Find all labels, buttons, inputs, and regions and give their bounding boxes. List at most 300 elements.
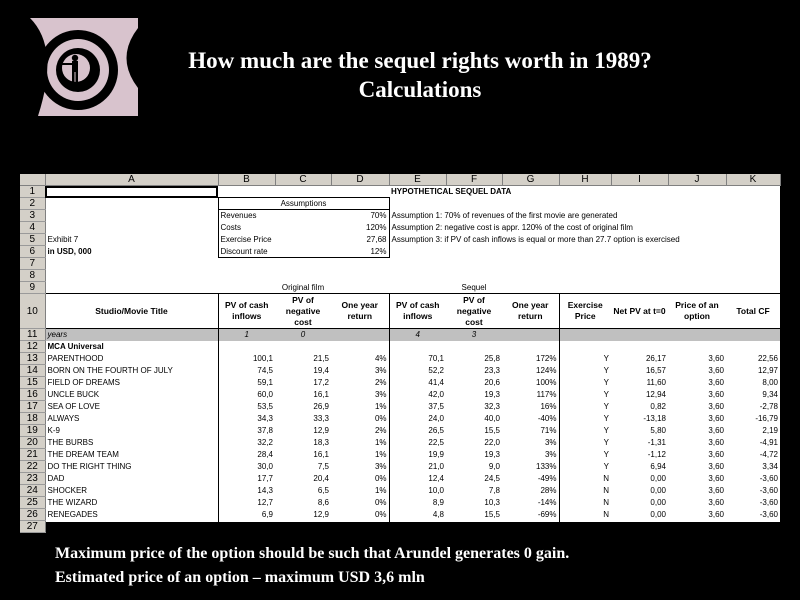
sequel-pv-negative-cost[interactable]: 20,6	[484, 378, 500, 387]
movie-title[interactable]: RENEGADES	[47, 510, 98, 519]
pv-cash-inflows[interactable]: 60,0	[218, 389, 275, 401]
sequel-one-year-return[interactable]: -49%	[537, 474, 557, 483]
price-of-option[interactable]: 3,60	[708, 486, 724, 495]
row-number[interactable]: 9	[20, 282, 45, 294]
sequel-pv-negative-cost[interactable]: 9,0	[488, 462, 500, 471]
pv-negative-cost[interactable]: 16,1	[313, 390, 329, 399]
empty-cell[interactable]	[275, 186, 331, 198]
empty-cell[interactable]	[275, 270, 331, 282]
sequel-pv-cash-inflows[interactable]: 70,1	[389, 353, 446, 365]
exercise-price-value[interactable]: 27,68	[331, 234, 389, 246]
total-cf[interactable]: -4,72	[759, 450, 778, 459]
sequel-one-year-return[interactable]: 28%	[540, 486, 557, 495]
empty-cell[interactable]	[726, 246, 780, 258]
empty-cell[interactable]	[726, 282, 780, 294]
pv-cash-inflows[interactable]: 32,2	[218, 437, 275, 449]
header-studio-title[interactable]: Studio/Movie Title	[45, 294, 218, 329]
one-year-return[interactable]: 3%	[374, 462, 387, 471]
empty-cell[interactable]	[502, 198, 559, 210]
one-year-return[interactable]: 4%	[374, 354, 387, 363]
empty-cell[interactable]	[559, 258, 611, 270]
price-of-option[interactable]: 3,60	[708, 498, 724, 507]
sequel-pv-negative-cost[interactable]: 10,3	[484, 498, 500, 507]
exercise-flag[interactable]: Y	[559, 365, 611, 377]
total-cf[interactable]: -2,78	[759, 402, 778, 411]
year-i[interactable]	[611, 329, 668, 341]
empty-cell[interactable]	[275, 341, 331, 353]
empty-cell[interactable]	[45, 521, 218, 533]
row-number[interactable]: 27	[20, 521, 45, 533]
one-year-return[interactable]: 0%	[374, 474, 387, 483]
net-pv[interactable]: 16,57	[645, 366, 666, 375]
empty-cell[interactable]	[446, 246, 502, 258]
price-of-option[interactable]: 3,60	[708, 378, 724, 387]
empty-cell[interactable]	[668, 198, 726, 210]
year-k[interactable]	[726, 329, 780, 341]
row-number[interactable]: 26	[20, 509, 45, 521]
pv-negative-cost[interactable]: 20,4	[313, 474, 329, 483]
movie-title[interactable]: ALWAYS	[47, 414, 80, 423]
price-of-option[interactable]: 3,60	[708, 390, 724, 399]
empty-cell[interactable]	[446, 341, 502, 353]
year-c[interactable]: 0	[275, 329, 331, 341]
exercise-flag[interactable]: Y	[559, 449, 611, 461]
one-year-return[interactable]: 0%	[374, 498, 387, 507]
empty-cell[interactable]	[45, 222, 218, 234]
net-pv[interactable]: -13,18	[643, 414, 666, 423]
row-number[interactable]: 16	[20, 389, 45, 401]
assumption-note-3[interactable]: Assumption 3: if PV of cash inflows is equal or more than 27.7 option is exercised	[391, 235, 680, 244]
sequel-one-year-return[interactable]: 16%	[540, 402, 557, 411]
empty-cell[interactable]	[502, 341, 559, 353]
one-year-return[interactable]: 2%	[374, 378, 387, 387]
pv-negative-cost[interactable]: 17,2	[313, 378, 329, 387]
row-number[interactable]: 20	[20, 437, 45, 449]
exercise-flag[interactable]: Y	[559, 401, 611, 413]
empty-cell[interactable]	[45, 198, 218, 210]
price-of-option[interactable]: 3,60	[708, 402, 724, 411]
exercise-flag[interactable]: N	[559, 509, 611, 521]
exercise-flag[interactable]: Y	[559, 353, 611, 365]
pv-cash-inflows[interactable]: 14,3	[218, 485, 275, 497]
net-pv[interactable]: 5,80	[650, 426, 666, 435]
exercise-flag[interactable]: N	[559, 497, 611, 509]
sequel-pv-cash-inflows[interactable]: 26,5	[389, 425, 446, 437]
empty-cell[interactable]	[611, 521, 668, 533]
row-number[interactable]: 19	[20, 425, 45, 437]
sequel-pv-cash-inflows[interactable]: 12,4	[389, 473, 446, 485]
total-cf[interactable]: -3,60	[759, 486, 778, 495]
empty-cell[interactable]	[331, 270, 389, 282]
empty-cell[interactable]	[45, 258, 218, 270]
empty-cell[interactable]	[611, 341, 668, 353]
header-sequel-pv-cash-inflows[interactable]: PV of cash inflows	[389, 294, 446, 329]
empty-cell[interactable]	[668, 282, 726, 294]
year-j[interactable]	[668, 329, 726, 341]
empty-cell[interactable]	[502, 258, 559, 270]
pv-cash-inflows[interactable]: 53,5	[218, 401, 275, 413]
empty-cell[interactable]	[446, 270, 502, 282]
pv-negative-cost[interactable]: 18,3	[313, 438, 329, 447]
assumptions-header[interactable]: Assumptions	[218, 198, 389, 210]
price-of-option[interactable]: 3,60	[708, 474, 724, 483]
sequel-pv-cash-inflows[interactable]: 42,0	[389, 389, 446, 401]
empty-cell[interactable]	[502, 521, 559, 533]
row-number[interactable]: 23	[20, 473, 45, 485]
sequel-pv-cash-inflows[interactable]: 19,9	[389, 449, 446, 461]
header-total-cf[interactable]: Total CF	[726, 294, 780, 329]
header-sequel-pv-negative-cost[interactable]: PV of negative cost	[446, 294, 502, 329]
sequel-one-year-return[interactable]: 3%	[544, 438, 557, 447]
sequel-one-year-return[interactable]: -40%	[537, 414, 557, 423]
row-number[interactable]: 11	[20, 329, 45, 341]
empty-cell[interactable]	[331, 521, 389, 533]
movie-title[interactable]: THE WIZARD	[47, 498, 98, 507]
sequel-pv-cash-inflows[interactable]: 37,5	[389, 401, 446, 413]
empty-cell[interactable]	[559, 521, 611, 533]
sequel-one-year-return[interactable]: 100%	[536, 378, 557, 387]
row-number[interactable]: 24	[20, 485, 45, 497]
pv-negative-cost[interactable]: 12,9	[313, 426, 329, 435]
year-e[interactable]: 4	[389, 329, 446, 341]
price-of-option[interactable]: 3,60	[708, 462, 724, 471]
net-pv[interactable]: -1,12	[647, 450, 666, 459]
pv-negative-cost[interactable]: 33,3	[313, 414, 329, 423]
net-pv[interactable]: 11,60	[646, 378, 666, 387]
empty-cell[interactable]	[389, 341, 446, 353]
exercise-flag[interactable]: Y	[559, 413, 611, 425]
sequel-pv-cash-inflows[interactable]: 22,5	[389, 437, 446, 449]
empty-cell[interactable]	[218, 521, 275, 533]
row-number[interactable]: 5	[20, 234, 45, 246]
empty-cell[interactable]	[611, 258, 668, 270]
pv-negative-cost[interactable]: 16,1	[313, 450, 329, 459]
empty-cell[interactable]	[611, 282, 668, 294]
year-h[interactable]	[559, 329, 611, 341]
pv-negative-cost[interactable]: 6,5	[317, 486, 329, 495]
empty-cell[interactable]	[726, 258, 780, 270]
movie-title[interactable]: K-9	[47, 426, 60, 435]
sequel-pv-cash-inflows[interactable]: 24,0	[389, 413, 446, 425]
total-cf[interactable]: -4,91	[759, 438, 778, 447]
pv-negative-cost[interactable]: 21,5	[313, 354, 329, 363]
price-of-option[interactable]: 3,60	[708, 354, 724, 363]
empty-cell[interactable]	[559, 198, 611, 210]
column-header-j[interactable]: J	[668, 174, 726, 186]
total-cf[interactable]: 12,97	[757, 366, 778, 375]
group-sequel[interactable]: Sequel	[461, 282, 487, 292]
one-year-return[interactable]: 1%	[374, 486, 387, 495]
one-year-return[interactable]: 3%	[374, 390, 387, 399]
total-cf[interactable]: -16,79	[755, 414, 778, 423]
empty-cell[interactable]	[389, 258, 446, 270]
row-number[interactable]: 25	[20, 497, 45, 509]
exercise-flag[interactable]: N	[559, 473, 611, 485]
empty-cell[interactable]	[389, 282, 446, 294]
movie-title[interactable]: DAD	[47, 474, 65, 483]
price-of-option[interactable]: 3,60	[708, 510, 724, 519]
sequel-pv-negative-cost[interactable]: 22,0	[484, 438, 500, 447]
pv-negative-cost[interactable]: 7,5	[317, 462, 329, 471]
sequel-pv-cash-inflows[interactable]: 41,4	[389, 377, 446, 389]
empty-cell[interactable]	[502, 246, 559, 258]
column-header-i[interactable]: I	[611, 174, 668, 186]
one-year-return[interactable]: 1%	[374, 450, 387, 459]
price-of-option[interactable]: 3,60	[708, 414, 724, 423]
empty-cell[interactable]	[559, 246, 611, 258]
row-number[interactable]: 7	[20, 258, 45, 270]
one-year-return[interactable]: 2%	[374, 426, 387, 435]
column-header-g[interactable]: G	[502, 174, 559, 186]
empty-cell[interactable]	[559, 282, 611, 294]
movie-title[interactable]: PARENTHOOD	[47, 354, 104, 363]
empty-cell[interactable]	[218, 270, 275, 282]
movie-title[interactable]: SEA OF LOVE	[47, 402, 100, 411]
header-one-year-return[interactable]: One year return	[331, 294, 389, 329]
column-header-a[interactable]: A	[45, 174, 218, 186]
empty-cell[interactable]	[611, 198, 668, 210]
sequel-pv-cash-inflows[interactable]: 4,8	[389, 509, 446, 521]
pv-cash-inflows[interactable]: 30,0	[218, 461, 275, 473]
total-cf[interactable]: -3,60	[759, 498, 778, 507]
sequel-pv-negative-cost[interactable]: 19,3	[484, 390, 500, 399]
sequel-one-year-return[interactable]: 3%	[544, 450, 557, 459]
movie-title[interactable]: UNCLE BUCK	[47, 390, 100, 399]
pv-cash-inflows[interactable]: 12,7	[218, 497, 275, 509]
header-net-pv[interactable]: Net PV at t=0	[611, 294, 668, 329]
net-pv[interactable]: 26,17	[645, 354, 666, 363]
group-name[interactable]: MCA Universal	[47, 342, 104, 351]
empty-cell[interactable]	[726, 186, 780, 198]
header-pv-negative-cost[interactable]: PV of negative cost	[275, 294, 331, 329]
movie-title[interactable]: BORN ON THE FOURTH OF JULY	[47, 366, 173, 375]
empty-cell[interactable]	[275, 521, 331, 533]
empty-cell[interactable]	[218, 282, 275, 294]
sequel-pv-negative-cost[interactable]: 15,5	[484, 426, 500, 435]
empty-cell[interactable]	[559, 270, 611, 282]
empty-cell[interactable]	[559, 341, 611, 353]
units-label[interactable]: in USD, 000	[47, 247, 92, 256]
cell-a1[interactable]	[45, 186, 218, 198]
empty-cell[interactable]	[668, 258, 726, 270]
years-label[interactable]: years	[45, 329, 218, 341]
sequel-pv-negative-cost[interactable]: 7,8	[488, 486, 500, 495]
one-year-return[interactable]: 1%	[374, 438, 387, 447]
row-number[interactable]: 1	[20, 186, 45, 198]
price-of-option[interactable]: 3,60	[708, 366, 724, 375]
sequel-one-year-return[interactable]: 71%	[540, 426, 557, 435]
row-number[interactable]: 4	[20, 222, 45, 234]
empty-cell[interactable]	[218, 341, 275, 353]
net-pv[interactable]: 0,00	[650, 498, 666, 507]
price-of-option[interactable]: 3,60	[708, 438, 724, 447]
year-g[interactable]	[502, 329, 559, 341]
pv-cash-inflows[interactable]: 28,4	[218, 449, 275, 461]
row-number[interactable]: 18	[20, 413, 45, 425]
empty-cell[interactable]	[502, 282, 559, 294]
sequel-one-year-return[interactable]: 124%	[536, 366, 557, 375]
empty-cell[interactable]	[446, 258, 502, 270]
empty-cell[interactable]	[726, 341, 780, 353]
row-number[interactable]: 6	[20, 246, 45, 258]
sheet-title[interactable]: HYPOTHETICAL SEQUEL DATA	[391, 187, 512, 197]
empty-cell[interactable]	[389, 198, 446, 210]
pv-negative-cost[interactable]: 26,9	[313, 402, 329, 411]
empty-cell[interactable]	[726, 270, 780, 282]
sequel-pv-negative-cost[interactable]: 24,5	[484, 474, 500, 483]
column-header-f[interactable]: F	[446, 174, 502, 186]
empty-cell[interactable]	[726, 198, 780, 210]
sequel-one-year-return[interactable]: -14%	[537, 498, 557, 507]
column-header-b[interactable]: B	[218, 174, 275, 186]
empty-cell[interactable]	[45, 282, 218, 294]
costs-value[interactable]: 120%	[331, 222, 389, 234]
empty-cell[interactable]	[502, 270, 559, 282]
total-cf[interactable]: 22,56	[757, 354, 778, 363]
empty-cell[interactable]	[726, 521, 780, 533]
net-pv[interactable]: 0,82	[650, 402, 666, 411]
total-cf[interactable]: 2,19	[762, 426, 778, 435]
pv-negative-cost[interactable]: 12,9	[313, 510, 329, 519]
price-of-option[interactable]: 3,60	[708, 450, 724, 459]
pv-negative-cost[interactable]: 19,4	[313, 366, 329, 375]
sequel-pv-cash-inflows[interactable]: 8,9	[389, 497, 446, 509]
empty-cell[interactable]	[218, 186, 275, 198]
sequel-pv-negative-cost[interactable]: 15,5	[484, 510, 500, 519]
empty-cell[interactable]	[668, 246, 726, 258]
row-number[interactable]: 22	[20, 461, 45, 473]
discount-rate-label[interactable]: Discount rate	[218, 246, 331, 258]
row-number[interactable]: 17	[20, 401, 45, 413]
costs-label[interactable]: Costs	[218, 222, 331, 234]
column-header-e[interactable]: E	[389, 174, 446, 186]
pv-cash-inflows[interactable]: 34,3	[218, 413, 275, 425]
empty-cell[interactable]	[218, 258, 275, 270]
row-number[interactable]: 2	[20, 198, 45, 210]
empty-cell[interactable]	[331, 282, 389, 294]
row-number[interactable]: 15	[20, 377, 45, 389]
pv-negative-cost[interactable]: 8,6	[317, 498, 329, 507]
year-d[interactable]	[331, 329, 389, 341]
pv-cash-inflows[interactable]: 6,9	[218, 509, 275, 521]
row-number[interactable]: 14	[20, 365, 45, 377]
net-pv[interactable]: 0,00	[650, 474, 666, 483]
price-of-option[interactable]: 3,60	[708, 426, 724, 435]
empty-cell[interactable]	[389, 270, 446, 282]
total-cf[interactable]: -3,60	[759, 474, 778, 483]
column-header-k[interactable]: K	[726, 174, 780, 186]
sequel-one-year-return[interactable]: -69%	[537, 510, 557, 519]
empty-cell[interactable]	[45, 270, 218, 282]
sequel-pv-negative-cost[interactable]: 32,3	[484, 402, 500, 411]
sequel-pv-cash-inflows[interactable]: 10,0	[389, 485, 446, 497]
empty-cell[interactable]	[611, 270, 668, 282]
empty-cell[interactable]	[331, 341, 389, 353]
header-sequel-one-year-return[interactable]: One year return	[502, 294, 559, 329]
exercise-price-label[interactable]: Exercise Price	[218, 234, 331, 246]
sequel-pv-negative-cost[interactable]: 23,3	[484, 366, 500, 375]
sequel-pv-negative-cost[interactable]: 40,0	[484, 414, 500, 423]
empty-cell[interactable]	[446, 521, 502, 533]
empty-cell[interactable]	[611, 186, 668, 198]
empty-cell[interactable]	[668, 521, 726, 533]
movie-title[interactable]: FIELD OF DREAMS	[47, 378, 120, 387]
header-exercise-price[interactable]: Exercise Price	[559, 294, 611, 329]
year-f[interactable]: 3	[446, 329, 502, 341]
sequel-pv-cash-inflows[interactable]: 52,2	[389, 365, 446, 377]
empty-cell[interactable]	[668, 186, 726, 198]
row-number[interactable]: 3	[20, 210, 45, 222]
assumption-note-2[interactable]: Assumption 2: negative cost is appr. 120% of the cost of original film	[391, 223, 633, 232]
year-b[interactable]: 1	[218, 329, 275, 341]
movie-title[interactable]: THE DREAM TEAM	[47, 450, 119, 459]
column-header-d[interactable]: D	[331, 174, 389, 186]
empty-cell[interactable]	[668, 270, 726, 282]
row-number[interactable]: 8	[20, 270, 45, 282]
total-cf[interactable]: -3,60	[759, 510, 778, 519]
one-year-return[interactable]: 0%	[374, 510, 387, 519]
one-year-return[interactable]: 3%	[374, 366, 387, 375]
header-pv-cash-inflows[interactable]: PV of cash inflows	[218, 294, 275, 329]
exhibit-label[interactable]: Exhibit 7	[47, 235, 79, 244]
sequel-one-year-return[interactable]: 117%	[536, 390, 557, 399]
net-pv[interactable]: -1,31	[647, 438, 666, 447]
movie-title[interactable]: SHOCKER	[47, 486, 88, 495]
empty-cell[interactable]	[331, 258, 389, 270]
pv-cash-inflows[interactable]: 74,5	[218, 365, 275, 377]
row-number[interactable]: 21	[20, 449, 45, 461]
total-cf[interactable]: 9,34	[762, 390, 778, 399]
empty-cell[interactable]	[668, 341, 726, 353]
revenues-label[interactable]: Revenues	[218, 210, 331, 222]
empty-cell[interactable]	[389, 521, 446, 533]
one-year-return[interactable]: 0%	[374, 414, 387, 423]
empty-cell[interactable]	[389, 246, 446, 258]
pv-cash-inflows[interactable]: 37,8	[218, 425, 275, 437]
row-number[interactable]: 13	[20, 353, 45, 365]
sequel-one-year-return[interactable]: 172%	[536, 354, 557, 363]
movie-title[interactable]: DO THE RIGHT THING	[47, 462, 132, 471]
empty-cell[interactable]	[45, 210, 218, 222]
row-number[interactable]: 12	[20, 341, 45, 353]
exercise-flag[interactable]: N	[559, 485, 611, 497]
column-header-c[interactable]: C	[275, 174, 331, 186]
pv-cash-inflows[interactable]: 100,1	[218, 353, 275, 365]
select-all-corner[interactable]	[20, 174, 45, 186]
total-cf[interactable]: 8,00	[762, 378, 778, 387]
net-pv[interactable]: 6,94	[650, 462, 666, 471]
sequel-pv-cash-inflows[interactable]: 21,0	[389, 461, 446, 473]
one-year-return[interactable]: 1%	[374, 402, 387, 411]
exercise-flag[interactable]: Y	[559, 425, 611, 437]
exercise-flag[interactable]: Y	[559, 377, 611, 389]
sequel-one-year-return[interactable]: 133%	[536, 462, 557, 471]
pv-cash-inflows[interactable]: 59,1	[218, 377, 275, 389]
sequel-pv-negative-cost[interactable]: 19,3	[484, 450, 500, 459]
net-pv[interactable]: 12,94	[645, 390, 666, 399]
group-original-film[interactable]: Original film	[281, 282, 325, 292]
header-price-of-option[interactable]: Price of an option	[668, 294, 726, 329]
column-header-h[interactable]: H	[559, 174, 611, 186]
net-pv[interactable]: 0,00	[650, 510, 666, 519]
movie-title[interactable]: THE BURBS	[47, 438, 94, 447]
empty-cell[interactable]	[331, 186, 389, 198]
revenues-value[interactable]: 70%	[331, 210, 389, 222]
discount-rate-value[interactable]: 12%	[331, 246, 389, 258]
total-cf[interactable]: 3,34	[762, 462, 778, 471]
exercise-flag[interactable]: Y	[559, 389, 611, 401]
empty-cell[interactable]	[611, 246, 668, 258]
